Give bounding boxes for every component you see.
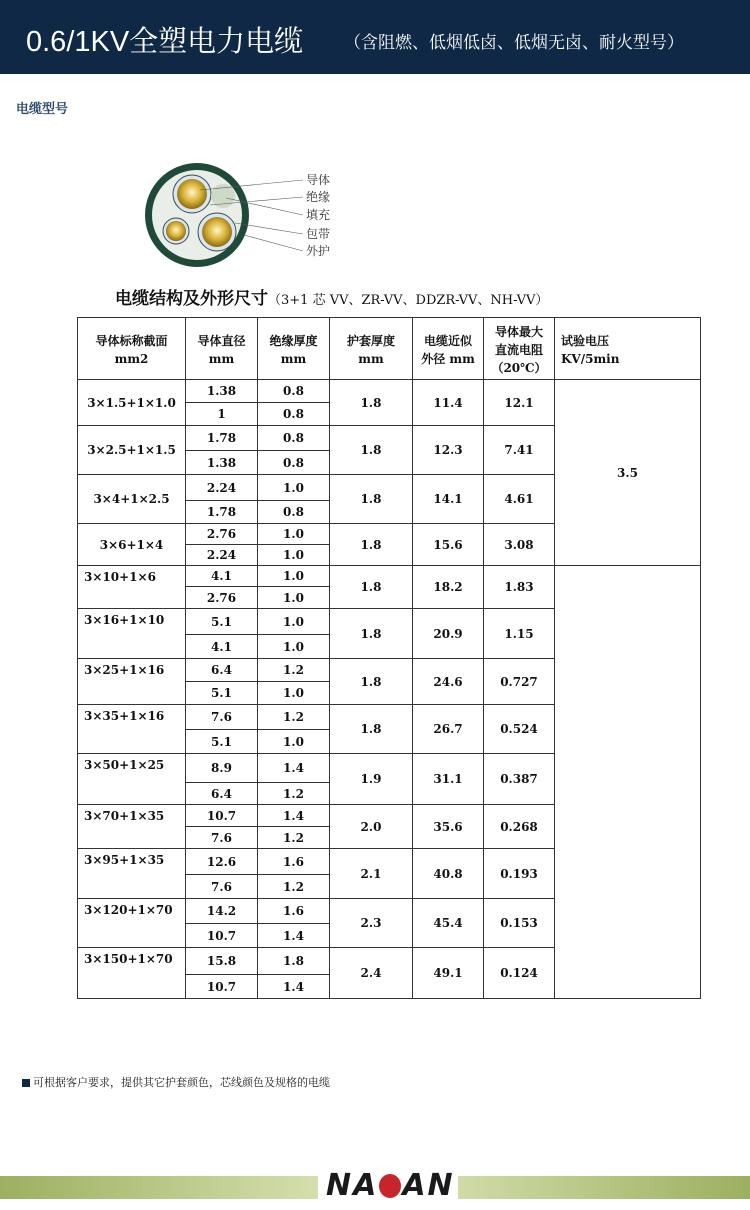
outer-diameter-cell: 11.4 <box>413 380 484 426</box>
header-dc-resistance: 导体最大 直流电阻 （20℃） <box>484 318 555 380</box>
cable-spec-table <box>77 317 701 999</box>
header-test-voltage: 试验电压 KV/5min <box>555 318 701 380</box>
conductor-diameter-cell: 8.9 <box>186 754 258 783</box>
conductor-diameter-cell: 12.6 <box>186 849 258 875</box>
cross-section-cell: 3×50+1×25 <box>78 754 186 805</box>
dc-resistance-cell: 1.83 <box>484 566 555 609</box>
header-outer-diameter: 电缆近似 外径 mm <box>413 318 484 380</box>
sheath-thickness-cell: 1.8 <box>330 705 413 754</box>
insulation-thickness-cell: 1.0 <box>258 545 330 566</box>
header-sheath-thickness: 护套厚度 mm <box>330 318 413 380</box>
conductor-diameter-cell: 1.78 <box>186 501 258 524</box>
conductor-diameter-cell: 5.1 <box>186 609 258 635</box>
conductor-diameter-cell: 14.2 <box>186 899 258 924</box>
sheath-thickness-cell: 1.8 <box>330 566 413 609</box>
insulation-thickness-cell: 1.0 <box>258 524 330 545</box>
conductor-diameter-cell: 10.7 <box>186 805 258 827</box>
conductor-diameter-cell: 15.8 <box>186 948 258 975</box>
dc-resistance-cell: 0.524 <box>484 705 555 754</box>
insulation-thickness-cell: 1.0 <box>258 566 330 587</box>
table-title-main: 电缆结构及外形尺寸 <box>115 289 268 309</box>
conductor-diameter-cell: 10.7 <box>186 924 258 948</box>
outer-diameter-cell: 20.9 <box>413 609 484 659</box>
dc-resistance-cell: 0.193 <box>484 849 555 899</box>
insulation-thickness-cell: 1.0 <box>258 475 330 501</box>
cross-section-cell: 3×70+1×35 <box>78 805 186 849</box>
page-header <box>0 0 750 74</box>
cross-section-cell: 3×2.5+1×1.5 <box>78 426 186 475</box>
brand-logo <box>326 1168 455 1203</box>
bullet-square-icon <box>22 1079 30 1087</box>
header-insulation-thickness: 绝缘厚度 mm <box>258 318 330 380</box>
insulation-thickness-cell: 1.2 <box>258 659 330 682</box>
insulation-thickness-cell: 0.8 <box>258 451 330 475</box>
page-title: 0.6/1KV全塑电力电缆 <box>26 26 304 58</box>
header-conductor-diameter: 导体直径 mm <box>186 318 258 380</box>
conductor-diameter-cell: 2.24 <box>186 475 258 501</box>
insulation-thickness-cell: 0.8 <box>258 403 330 426</box>
table-row <box>78 566 701 587</box>
outer-diameter-cell: 49.1 <box>413 948 484 999</box>
outer-diameter-cell: 26.7 <box>413 705 484 754</box>
sheath-thickness-cell: 1.8 <box>330 609 413 659</box>
sheath-thickness-cell: 1.8 <box>330 426 413 475</box>
customization-note <box>22 1074 330 1090</box>
insulation-thickness-cell: 1.6 <box>258 849 330 875</box>
logo-text-left: NA <box>326 1168 379 1203</box>
insulation-thickness-cell: 1.0 <box>258 609 330 635</box>
sheath-thickness-cell: 1.8 <box>330 380 413 426</box>
insulation-thickness-cell: 1.6 <box>258 899 330 924</box>
cross-section-cell: 3×150+1×70 <box>78 948 186 999</box>
sheath-thickness-cell: 2.0 <box>330 805 413 849</box>
conductor-diameter-cell: 1.78 <box>186 426 258 451</box>
insulation-thickness-cell: 1.2 <box>258 705 330 730</box>
conductor-diameter-cell: 6.4 <box>186 783 258 805</box>
label-conductor: 导体 <box>306 173 331 187</box>
table-title-models: （3+1 芯 VV、ZR-VV、DDZR-VV、NH-VV） <box>268 293 549 308</box>
conductor-diameter-cell: 2.24 <box>186 545 258 566</box>
insulation-thickness-cell: 1.0 <box>258 635 330 659</box>
insulation-thickness-cell: 0.8 <box>258 501 330 524</box>
test-voltage-cell-lower <box>555 566 701 999</box>
cross-section-cell: 3×95+1×35 <box>78 849 186 899</box>
sheath-thickness-cell: 2.4 <box>330 948 413 999</box>
outer-diameter-cell: 18.2 <box>413 566 484 609</box>
logo-red-mark-icon <box>379 1174 401 1198</box>
conductor-diameter-cell: 7.6 <box>186 875 258 899</box>
dc-resistance-cell: 0.268 <box>484 805 555 849</box>
insulation-thickness-cell: 1.4 <box>258 754 330 783</box>
label-outer-sheath: 外护 <box>306 244 331 258</box>
cross-section-cell: 3×6+1×4 <box>78 524 186 566</box>
outer-diameter-cell: 40.8 <box>413 849 484 899</box>
table-row <box>78 380 701 403</box>
label-tape: 包带 <box>306 227 331 241</box>
header-cross-section: 导体标称截面 mm2 <box>78 318 186 380</box>
insulation-thickness-cell: 1.0 <box>258 587 330 609</box>
dc-resistance-cell: 12.1 <box>484 380 555 426</box>
dc-resistance-cell: 7.41 <box>484 426 555 475</box>
conductor-diameter-cell: 5.1 <box>186 730 258 754</box>
table-title <box>115 284 548 309</box>
cross-section-cell: 3×35+1×16 <box>78 705 186 754</box>
cross-section-cell: 3×120+1×70 <box>78 899 186 948</box>
outer-diameter-cell: 14.1 <box>413 475 484 524</box>
cable-cross-section-diagram <box>140 160 350 270</box>
conductor-shape <box>177 179 207 209</box>
conductor-diameter-cell: 5.1 <box>186 682 258 705</box>
dc-resistance-cell: 0.387 <box>484 754 555 805</box>
outer-diameter-cell: 45.4 <box>413 899 484 948</box>
sheath-thickness-cell: 2.1 <box>330 849 413 899</box>
conductor-diameter-cell: 1 <box>186 403 258 426</box>
section-label: 电缆型号 <box>16 102 69 117</box>
conductor-diameter-cell: 1.38 <box>186 451 258 475</box>
cross-section-cell: 3×25+1×16 <box>78 659 186 705</box>
sheath-thickness-cell: 1.8 <box>330 524 413 566</box>
insulation-thickness-cell: 1.0 <box>258 730 330 754</box>
insulation-thickness-cell: 1.8 <box>258 948 330 975</box>
insulation-thickness-cell: 1.2 <box>258 783 330 805</box>
conductor-diameter-cell: 4.1 <box>186 566 258 587</box>
sheath-thickness-cell: 1.8 <box>330 475 413 524</box>
conductor-diameter-cell: 7.6 <box>186 827 258 849</box>
insulation-thickness-cell: 1.4 <box>258 975 330 999</box>
table-header-row <box>78 318 701 380</box>
label-insulation: 绝缘 <box>306 190 331 204</box>
dc-resistance-cell: 0.124 <box>484 948 555 999</box>
sheath-thickness-cell: 2.3 <box>330 899 413 948</box>
conductor-diameter-cell: 10.7 <box>186 975 258 999</box>
insulation-thickness-cell: 1.2 <box>258 827 330 849</box>
outer-diameter-cell: 12.3 <box>413 426 484 475</box>
sheath-thickness-cell: 1.8 <box>330 659 413 705</box>
note-text: 可根据客户要求，提供其它护套颜色，芯线颜色及规格的电缆 <box>33 1076 330 1089</box>
cross-section-cell: 3×16+1×10 <box>78 609 186 659</box>
insulation-thickness-cell: 1.4 <box>258 924 330 948</box>
insulation-thickness-cell: 1.4 <box>258 805 330 827</box>
cross-section-cell: 3×10+1×6 <box>78 566 186 609</box>
test-voltage-cell: 3.5 <box>555 380 701 566</box>
outer-diameter-cell: 35.6 <box>413 805 484 849</box>
label-filler: 填充 <box>306 208 331 222</box>
sheath-thickness-cell: 1.9 <box>330 754 413 805</box>
insulation-thickness-cell: 0.8 <box>258 426 330 451</box>
outer-diameter-cell: 15.6 <box>413 524 484 566</box>
conductor-diameter-cell: 1.38 <box>186 380 258 403</box>
conductor-diameter-cell: 7.6 <box>186 705 258 730</box>
dc-resistance-cell: 4.61 <box>484 475 555 524</box>
cross-section-cell: 3×1.5+1×1.0 <box>78 380 186 426</box>
dc-resistance-cell: 0.727 <box>484 659 555 705</box>
conductor-diameter-cell: 2.76 <box>186 524 258 545</box>
dc-resistance-cell: 0.153 <box>484 899 555 948</box>
cross-section-cell: 3×4+1×2.5 <box>78 475 186 524</box>
insulation-thickness-cell: 1.2 <box>258 875 330 899</box>
logo-text-right: AN <box>402 1168 455 1203</box>
dc-resistance-cell: 3.08 <box>484 524 555 566</box>
outer-diameter-cell: 31.1 <box>413 754 484 805</box>
outer-diameter-cell: 24.6 <box>413 659 484 705</box>
page-subtitle: （含阻燃、低烟低卤、低烟无卤、耐火型号） <box>344 33 684 53</box>
conductor-diameter-cell: 6.4 <box>186 659 258 682</box>
dc-resistance-cell: 1.15 <box>484 609 555 659</box>
conductor-diameter-cell: 4.1 <box>186 635 258 659</box>
insulation-thickness-cell: 0.8 <box>258 380 330 403</box>
conductor-diameter-cell: 2.76 <box>186 587 258 609</box>
insulation-thickness-cell: 1.0 <box>258 682 330 705</box>
